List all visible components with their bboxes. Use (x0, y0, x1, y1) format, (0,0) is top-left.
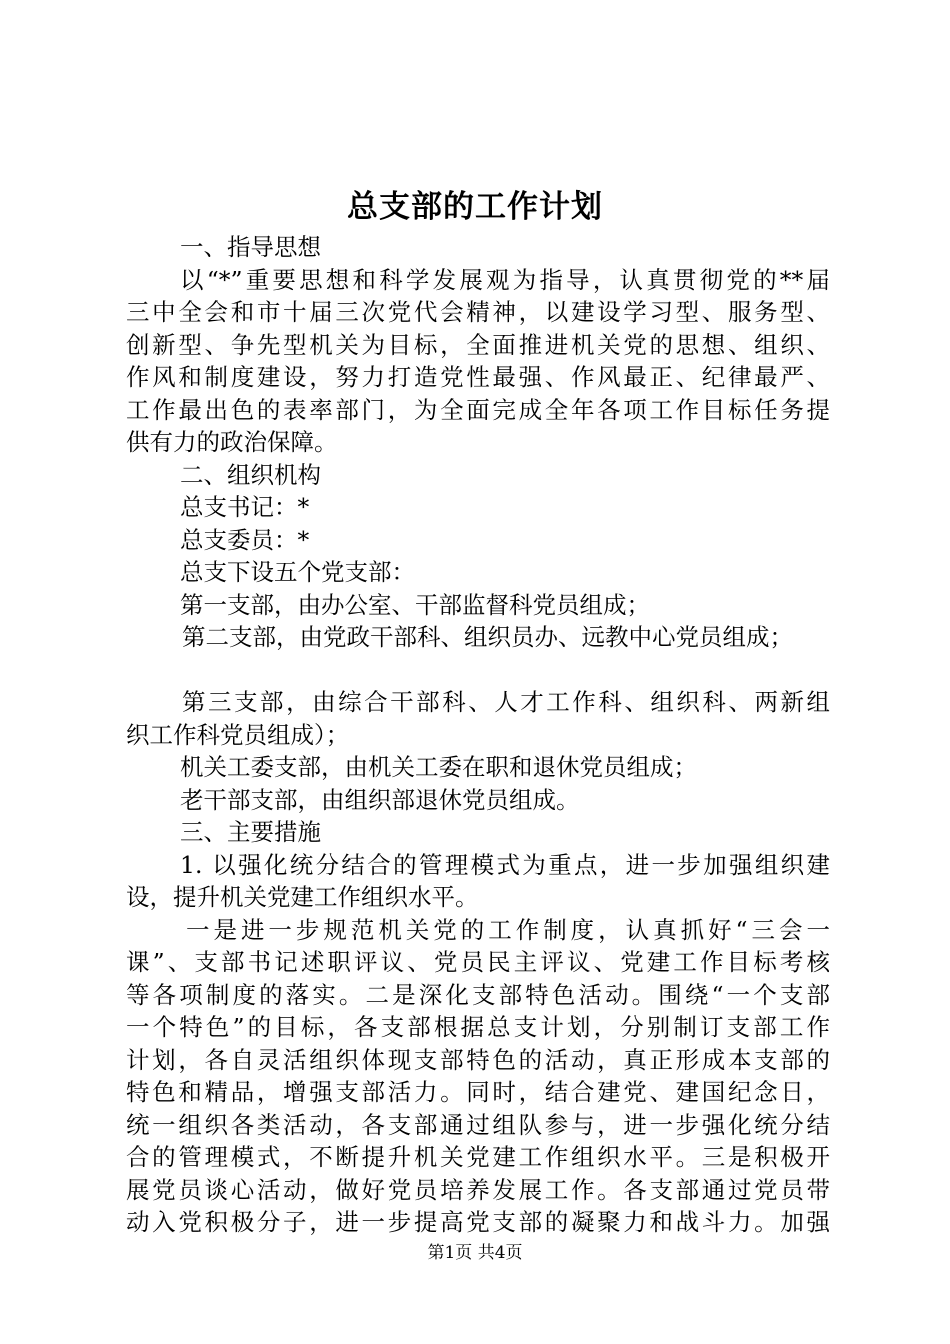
list-item: 织工作科党员组成）； (126, 720, 350, 749)
list-item: 第三支部，由综合干部科、人才工作科、组织科、两新组 (182, 688, 830, 716)
paragraph-line: 工作最出色的表率部门，为全面完成全年各项工作目标任务提 (126, 395, 830, 424)
paragraph-line: 合的管理模式，不断提升机关党建工作组织水平。三是积极开 (126, 1143, 830, 1171)
paragraph-line: 设，提升机关党建工作组织水平。 (126, 883, 479, 911)
paragraph-line: 一个特色”的目标，各支部根据总支计划，分别制订支部工作 (126, 1013, 830, 1041)
paragraph-line: 1. 以强化统分结合的管理模式为重点，进一步加强组织建 (180, 850, 830, 879)
paragraph-line: 课”、支部书记述职评议、党员民主评议、党建工作目标考核 (126, 948, 830, 976)
paragraph-line: 统一组织各类活动，各支部通过组队参与，进一步强化统分结 (126, 1110, 830, 1139)
paragraph-line: 动入党积极分子，进一步提高党支部的凝聚力和战斗力。加强 (126, 1208, 830, 1236)
list-item: 总支下设五个党支部： (180, 558, 415, 586)
paragraph-line: 创新型、争先型机关为目标，全面推进机关党的思想、组织、 (126, 330, 830, 359)
section-heading-guiding-ideology: 一、指导思想 (180, 233, 321, 261)
list-item: 第一支部，由办公室、干部监督科党员组成； (180, 590, 650, 619)
paragraph-line: 展党员谈心活动，做好党员培养发展工作。各支部通过党员带 (126, 1175, 830, 1204)
paragraph-line: 以“*”重要思想和科学发展观为指导，认真贯彻党的**届 (180, 265, 830, 294)
paragraph-line: 一是进一步规范机关党的工作制度，认真抓好“三会一 (186, 915, 830, 944)
paragraph-line: 特色和精品，增强支部活力。同时，结合建党、建国纪念日， (126, 1078, 830, 1106)
paragraph-line: 计划，各自灵活组织体现支部特色的活动，真正形成本支部的 (126, 1045, 830, 1074)
section-heading-organization: 二、组织机构 (180, 460, 321, 489)
list-item: 机关工委支部，由机关工委在职和退休党员组成； (180, 753, 697, 781)
paragraph-line: 作风和制度建设，努力打造党性最强、作风最正、纪律最严、 (126, 363, 830, 391)
list-item: 总支书记：* (180, 493, 310, 521)
document-body (126, 231, 830, 1239)
list-item: 第二支部，由党政干部科、组织员办、远教中心党员组成； (182, 623, 793, 651)
page-footer: 第1页 共4页 (427, 1243, 523, 1263)
section-heading-main-measures: 三、主要措施 (180, 818, 321, 846)
document-title: 总支部的工作计划 (347, 189, 603, 225)
paragraph-line: 供有力的政治保障。 (126, 428, 338, 456)
list-item: 总支委员：* (180, 525, 310, 554)
blank-line (126, 654, 830, 687)
paragraph-line: 三中全会和市十届三次党代会精神，以建设学习型、服务型、 (126, 298, 830, 326)
paragraph-line: 等各项制度的落实。二是深化支部特色活动。围绕“一个支部 (126, 980, 830, 1009)
list-item: 老干部支部，由组织部退休党员组成。 (180, 785, 580, 814)
